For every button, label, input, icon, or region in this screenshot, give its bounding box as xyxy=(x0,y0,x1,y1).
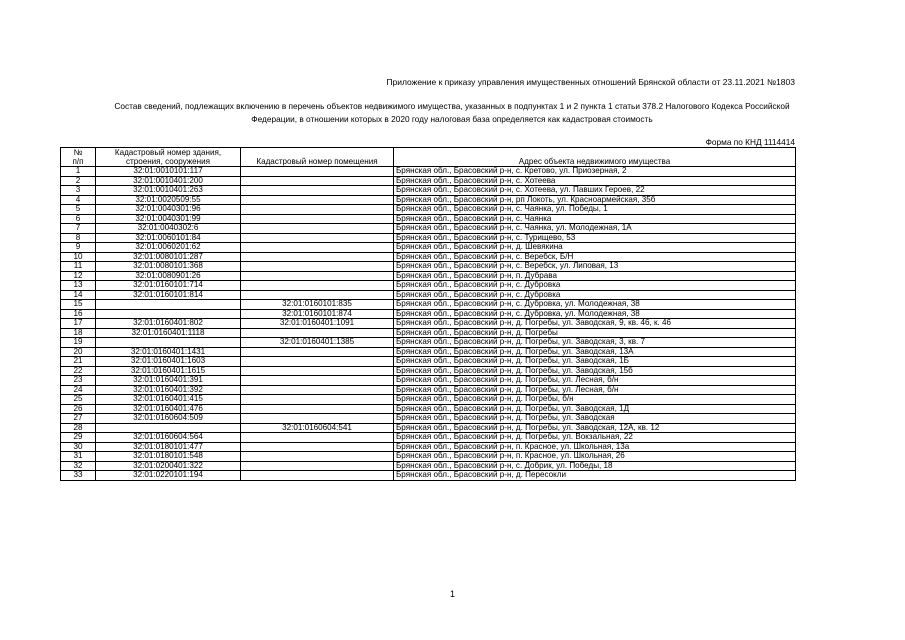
row-number: 6 xyxy=(61,214,96,224)
building-cadastral-number: 32:01:0010101:117 xyxy=(96,167,241,177)
table-row xyxy=(61,205,796,215)
table-row xyxy=(61,461,796,471)
building-cadastral-number xyxy=(96,338,241,348)
row-number: 5 xyxy=(61,205,96,215)
building-cadastral-number: 32:01:0020509:55 xyxy=(96,195,241,205)
row-number: 2 xyxy=(61,176,96,186)
property-table xyxy=(60,147,796,481)
building-cadastral-number: 32:01:0220101:194 xyxy=(96,471,241,481)
row-number: 20 xyxy=(61,347,96,357)
table-row xyxy=(61,366,796,376)
row-number: 8 xyxy=(61,233,96,243)
col-address-header-top xyxy=(394,148,796,158)
object-address: Брянская обл., Брасовский р-н, с. Чаянка xyxy=(394,214,796,224)
table-header-row xyxy=(61,148,796,158)
object-address: Брянская обл., Брасовский р-н, д. Погребы, б/н xyxy=(394,395,796,405)
building-cadastral-number: 32:01:0060201:62 xyxy=(96,243,241,253)
building-cadastral-number: 32:01:0160401:1615 xyxy=(96,366,241,376)
object-address: Брянская обл., Брасовский р-н, с. Дубровка, ул. Молодежная, 38 xyxy=(394,300,796,310)
room-cadastral-number xyxy=(241,195,394,205)
table-row xyxy=(61,290,796,300)
col-num-header-top: № xyxy=(61,148,96,158)
object-address: Брянская обл., Брасовский р-н, д. Погребы, ул. Лесная, б/н xyxy=(394,376,796,386)
room-cadastral-number xyxy=(241,233,394,243)
row-number: 16 xyxy=(61,309,96,319)
row-number: 13 xyxy=(61,281,96,291)
object-address: Брянская обл., Брасовский р-н, рп Локоть, ул. Красноармейская, 35б xyxy=(394,195,796,205)
row-number: 21 xyxy=(61,357,96,367)
object-address: Брянская обл., Брасовский р-н, д. Погребы, ул. Заводская, 1Б xyxy=(394,357,796,367)
table-row xyxy=(61,442,796,452)
table-row xyxy=(61,243,796,253)
building-cadastral-number: 32:01:0160401:1603 xyxy=(96,357,241,367)
building-cadastral-number: 32:01:0040302:6 xyxy=(96,224,241,234)
object-address: Брянская обл., Брасовский р-н, д. Погребы, ул. Заводская, 1Д xyxy=(394,404,796,414)
row-number: 17 xyxy=(61,319,96,329)
building-cadastral-number: 32:01:0160401:392 xyxy=(96,385,241,395)
table-row xyxy=(61,262,796,272)
room-cadastral-number xyxy=(241,186,394,196)
room-cadastral-number xyxy=(241,205,394,215)
row-number: 15 xyxy=(61,300,96,310)
building-cadastral-number: 32:01:0080901:26 xyxy=(96,271,241,281)
building-cadastral-number: 32:01:0010401:263 xyxy=(96,186,241,196)
room-cadastral-number xyxy=(241,214,394,224)
row-number: 24 xyxy=(61,385,96,395)
room-cadastral-number xyxy=(241,357,394,367)
room-cadastral-number xyxy=(241,328,394,338)
document-heading xyxy=(62,100,842,126)
row-number: 29 xyxy=(61,433,96,443)
room-cadastral-number: 32:01:0160401:1385 xyxy=(241,338,394,348)
table-row xyxy=(61,281,796,291)
table-row xyxy=(61,452,796,462)
object-address: Брянская обл., Брасовский р-н, д. Погребы, ул. Заводская, 3, кв. 7 xyxy=(394,338,796,348)
row-number: 1 xyxy=(61,167,96,177)
room-cadastral-number xyxy=(241,433,394,443)
room-cadastral-number xyxy=(241,414,394,424)
table-row xyxy=(61,414,796,424)
building-cadastral-number: 32:01:0010401:200 xyxy=(96,176,241,186)
table-row xyxy=(61,385,796,395)
table-row xyxy=(61,300,796,310)
row-number: 26 xyxy=(61,404,96,414)
appendix-caption: Приложение к приказу управления имущественных отношений Брянской области от 23.11.2021 №1803 xyxy=(386,77,795,87)
table-row xyxy=(61,224,796,234)
building-cadastral-number: 32:01:0160604:564 xyxy=(96,433,241,443)
table-row xyxy=(61,347,796,357)
object-address: Брянская обл., Брасовский р-н, с. Кретово, ул. Приозерная, 2 xyxy=(394,167,796,177)
row-number: 3 xyxy=(61,186,96,196)
room-cadastral-number: 32:01:0160101:835 xyxy=(241,300,394,310)
room-cadastral-number xyxy=(241,290,394,300)
room-cadastral-number xyxy=(241,366,394,376)
table-row xyxy=(61,271,796,281)
building-cadastral-number: 32:01:0160401:391 xyxy=(96,376,241,386)
object-address: Брянская обл., Брасовский р-н, д. Погребы, ул. Заводская, 15б xyxy=(394,366,796,376)
room-cadastral-number xyxy=(241,167,394,177)
room-cadastral-number: 32:01:0160604:541 xyxy=(241,423,394,433)
building-cadastral-number: 32:01:0060101:84 xyxy=(96,233,241,243)
object-address: Брянская обл., Брасовский р-н, с. Веребск, ул. Липовая, 13 xyxy=(394,262,796,272)
building-cadastral-number xyxy=(96,423,241,433)
table-row xyxy=(61,195,796,205)
table-row xyxy=(61,176,796,186)
table-row xyxy=(61,357,796,367)
building-cadastral-number: 32:01:0160401:802 xyxy=(96,319,241,329)
table-body xyxy=(61,167,796,481)
room-cadastral-number xyxy=(241,281,394,291)
table-header-row xyxy=(61,157,796,167)
object-address: Брянская обл., Брасовский р-н, с. Дубровка xyxy=(394,290,796,300)
object-address: Брянская обл., Брасовский р-н, с. Чаянка, ул. Молодежная, 1А xyxy=(394,224,796,234)
room-cadastral-number xyxy=(241,347,394,357)
building-cadastral-number: 32:01:0200401:322 xyxy=(96,461,241,471)
object-address: Брянская обл., Брасовский р-н, п. Красное, ул. Школьная, 26 xyxy=(394,452,796,462)
row-number: 14 xyxy=(61,290,96,300)
row-number: 33 xyxy=(61,471,96,481)
building-cadastral-number xyxy=(96,309,241,319)
page-number: 1 xyxy=(449,589,455,599)
col-room-header: Кадастровый номер помещения xyxy=(241,157,394,167)
table-row xyxy=(61,233,796,243)
table-row xyxy=(61,328,796,338)
row-number: 12 xyxy=(61,271,96,281)
room-cadastral-number xyxy=(241,471,394,481)
table-row xyxy=(61,471,796,481)
building-cadastral-number: 32:01:0040301:96 xyxy=(96,205,241,215)
table-row xyxy=(61,167,796,177)
object-address: Брянская обл., Брасовский р-н, с. Дубровка xyxy=(394,281,796,291)
table-row xyxy=(61,395,796,405)
object-address: Брянская обл., Брасовский р-н, д. Погребы, ул. Вокзальная, 22 xyxy=(394,433,796,443)
building-cadastral-number: 32:01:0180101:477 xyxy=(96,442,241,452)
object-address: Брянская обл., Брасовский р-н, с. Чаянка, ул. Победы, 1 xyxy=(394,205,796,215)
object-address: Брянская обл., Брасовский р-н, д. Шевякина xyxy=(394,243,796,253)
object-address: Брянская обл., Брасовский р-н, д. Погребы, ул. Лесная, б/н xyxy=(394,385,796,395)
building-cadastral-number: 32:01:0180101:548 xyxy=(96,452,241,462)
room-cadastral-number xyxy=(241,461,394,471)
room-cadastral-number xyxy=(241,271,394,281)
building-cadastral-number: 32:01:0160101:714 xyxy=(96,281,241,291)
heading-line-1: Состав сведений, подлежащих включению в перечень объектов недвижимого имущества, указанных в подпунктах 1 и 2 пункта 1 статьи 378.2 Налогового Кодекса Российской xyxy=(114,101,790,111)
room-cadastral-number xyxy=(241,376,394,386)
table-row xyxy=(61,433,796,443)
col-room-header-top xyxy=(241,148,394,158)
row-number: 25 xyxy=(61,395,96,405)
building-cadastral-number: 32:01:0160401:415 xyxy=(96,395,241,405)
object-address: Брянская обл., Брасовский р-н, д. Погребы, ул. Заводская, 13А xyxy=(394,347,796,357)
row-number: 31 xyxy=(61,452,96,462)
col-building-header-top: Кадастровый номер здания, xyxy=(96,148,241,158)
room-cadastral-number xyxy=(241,252,394,262)
row-number: 22 xyxy=(61,366,96,376)
object-address: Брянская обл., Брасовский р-н, с. Турищево, 53 xyxy=(394,233,796,243)
room-cadastral-number: 32:01:0160401:1091 xyxy=(241,319,394,329)
col-address-header: Адрес объекта недвижимого имущества xyxy=(394,157,796,167)
table-row xyxy=(61,319,796,329)
row-number: 32 xyxy=(61,461,96,471)
building-cadastral-number: 32:01:0080101:368 xyxy=(96,262,241,272)
table-row xyxy=(61,186,796,196)
row-number: 10 xyxy=(61,252,96,262)
object-address: Брянская обл., Брасовский р-н, с. Веребск, Б/Н xyxy=(394,252,796,262)
building-cadastral-number xyxy=(96,300,241,310)
row-number: 4 xyxy=(61,195,96,205)
row-number: 7 xyxy=(61,224,96,234)
building-cadastral-number: 32:01:0160401:1431 xyxy=(96,347,241,357)
table-row xyxy=(61,214,796,224)
object-address: Брянская обл., Брасовский р-н, п. Красное, ул. Школьная, 13а xyxy=(394,442,796,452)
room-cadastral-number xyxy=(241,224,394,234)
table-row xyxy=(61,376,796,386)
building-cadastral-number: 32:01:0040301:99 xyxy=(96,214,241,224)
row-number: 19 xyxy=(61,338,96,348)
room-cadastral-number xyxy=(241,452,394,462)
object-address: Брянская обл., Брасовский р-н, д. Погребы xyxy=(394,328,796,338)
table-row xyxy=(61,423,796,433)
object-address: Брянская обл., Брасовский р-н, д. Погребы, ул. Заводская xyxy=(394,414,796,424)
table-row xyxy=(61,404,796,414)
building-cadastral-number: 32:01:0160604:509 xyxy=(96,414,241,424)
building-cadastral-number: 32:01:0160101:814 xyxy=(96,290,241,300)
object-address: Брянская обл., Брасовский р-н, с. Хотеева xyxy=(394,176,796,186)
object-address: Брянская обл., Брасовский р-н, д. Погребы, ул. Заводская, 12А, кв. 12 xyxy=(394,423,796,433)
form-code: Форма по КНД 1114414 xyxy=(705,137,795,147)
room-cadastral-number: 32:01:0160101:874 xyxy=(241,309,394,319)
room-cadastral-number xyxy=(241,385,394,395)
col-building-header-bottom: строения, сооружения xyxy=(96,157,241,167)
row-number: 27 xyxy=(61,414,96,424)
col-num-header-bottom: п/п xyxy=(61,157,96,167)
table-row xyxy=(61,252,796,262)
building-cadastral-number: 32:01:0160401:476 xyxy=(96,404,241,414)
room-cadastral-number xyxy=(241,404,394,414)
room-cadastral-number xyxy=(241,262,394,272)
row-number: 11 xyxy=(61,262,96,272)
row-number: 23 xyxy=(61,376,96,386)
heading-line-2: Федерации, в отношении которых в 2020 году налоговая база определяется как кадастровая стоимость xyxy=(251,114,653,124)
building-cadastral-number: 32:01:0080101:287 xyxy=(96,252,241,262)
room-cadastral-number xyxy=(241,442,394,452)
object-address: Брянская обл., Брасовский р-н, с. Хотеева, ул. Павших Героев, 22 xyxy=(394,186,796,196)
object-address: Брянская обл., Брасовский р-н, с. Дубровка, ул. Молодежная, 38 xyxy=(394,309,796,319)
room-cadastral-number xyxy=(241,395,394,405)
row-number: 28 xyxy=(61,423,96,433)
table-row xyxy=(61,309,796,319)
table-row xyxy=(61,338,796,348)
object-address: Брянская обл., Брасовский р-н, д. Погребы, ул. Заводская, 9, кв. 46, к. 46 xyxy=(394,319,796,329)
row-number: 9 xyxy=(61,243,96,253)
object-address: Брянская обл., Брасовский р-н, с. Добрик, ул. Победы, 18 xyxy=(394,461,796,471)
object-address: Брянская обл., Брасовский р-н, д. Пересокли xyxy=(394,471,796,481)
row-number: 18 xyxy=(61,328,96,338)
object-address: Брянская обл., Брасовский р-н, п. Дубрава xyxy=(394,271,796,281)
room-cadastral-number xyxy=(241,176,394,186)
row-number: 30 xyxy=(61,442,96,452)
building-cadastral-number: 32:01:0160401:1118 xyxy=(96,328,241,338)
room-cadastral-number xyxy=(241,243,394,253)
